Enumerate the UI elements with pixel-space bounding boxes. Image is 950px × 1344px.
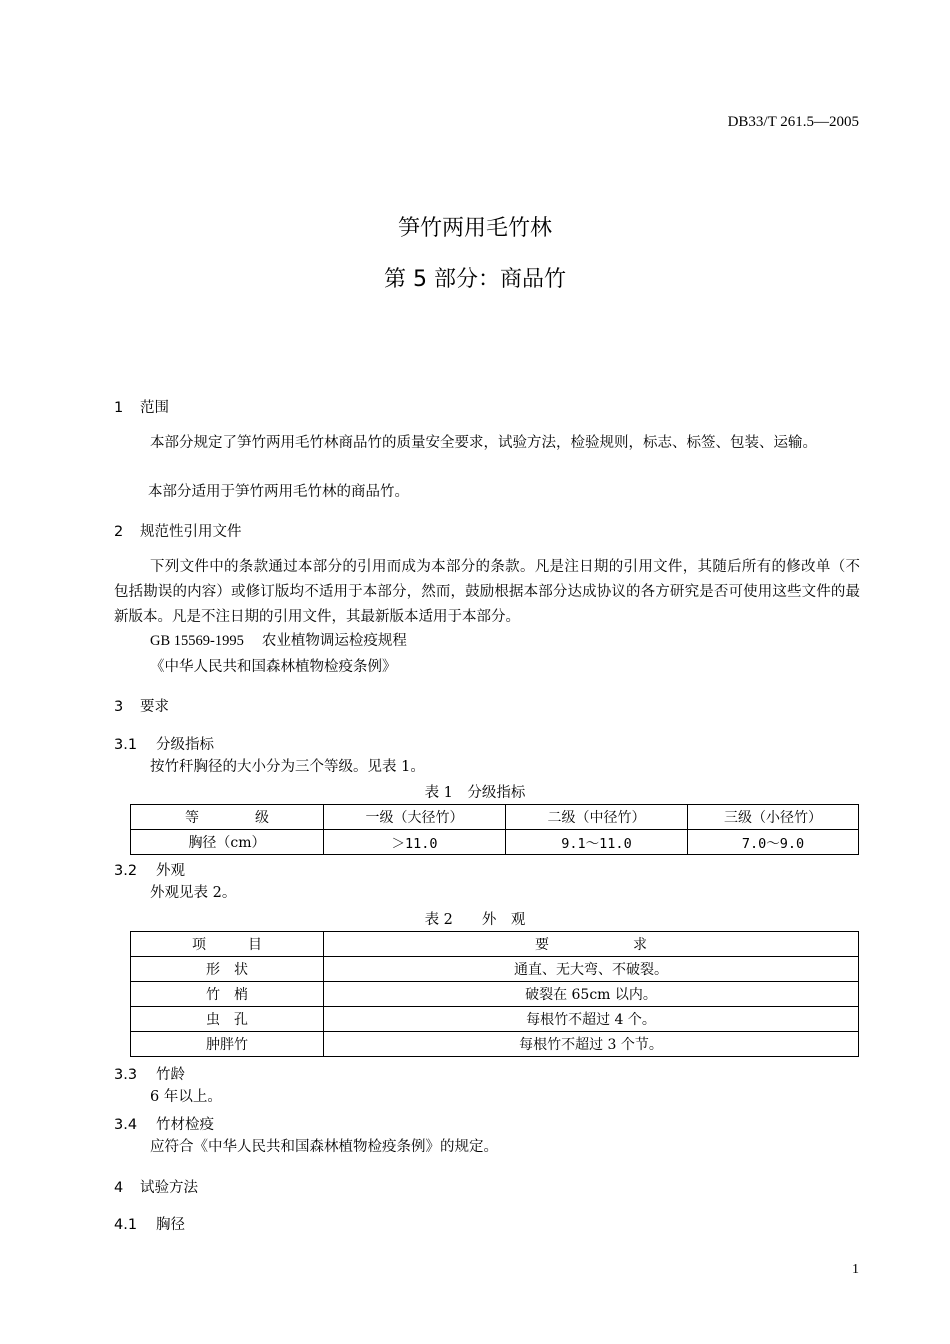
table-row: [131, 1032, 859, 1057]
section-1-heading: [114, 396, 169, 417]
subsection-number: 3.2: [114, 863, 138, 879]
subsection-3-3-text: 6 年以上。: [150, 1089, 222, 1105]
subsection-number: 3.4: [114, 1117, 138, 1133]
subsection-3-1-heading: [114, 733, 214, 754]
reference-1: [150, 630, 407, 652]
subsection-3-3-heading: [114, 1063, 185, 1084]
subsection-number: 3.1: [114, 737, 138, 753]
section-title: 要求: [140, 699, 169, 715]
table-2-appearance: [130, 931, 859, 1057]
subsection-3-1-text: 按竹秆胸径的大小分为三个等级。见表 1。: [150, 759, 425, 775]
subsection-title: 分级指标: [156, 737, 214, 753]
page-number: 1: [852, 1262, 859, 1277]
section-number: 1: [114, 400, 124, 416]
standard-number: DB33/T 261.5—2005: [727, 114, 859, 130]
table-cell: 7.0～9.0: [688, 830, 859, 855]
section-number: 2: [114, 524, 124, 540]
section-3-heading: [114, 695, 169, 716]
table-header-cell: 一级（大径竹）: [324, 805, 506, 830]
table-row: [131, 830, 859, 855]
reference-2: 《中华人民共和国森林植物检疫条例》: [150, 659, 397, 675]
table-header-cell: 要 求: [324, 932, 859, 957]
table-cell: 肿胖竹: [131, 1032, 324, 1057]
table-header-cell: 二级（中径竹）: [506, 805, 688, 830]
reference-title: 农业植物调运检疫规程: [261, 633, 407, 649]
table-row: [131, 982, 859, 1007]
table-2-caption: 表 2 外 观: [424, 912, 526, 928]
subsection-title: 竹材检疫: [156, 1117, 214, 1133]
document-subtitle: 第 5 部分：商品竹: [384, 267, 566, 292]
table-1-caption: 表 1 分级指标: [424, 785, 526, 801]
section-title: 规范性引用文件: [140, 524, 242, 540]
section-number: 4: [114, 1180, 124, 1196]
subsection-number: 3.3: [114, 1067, 138, 1083]
section-4-heading: [114, 1176, 198, 1197]
table-row: [131, 957, 859, 982]
table-header-cell: 三级（小径竹）: [688, 805, 859, 830]
subsection-title: 外观: [156, 863, 185, 879]
table-1-grading: [130, 804, 859, 855]
section-number: 3: [114, 699, 124, 715]
section-title: 范围: [140, 400, 169, 416]
section-2-paragraph-1: 下列文件中的条款通过本部分的引用而成为本部分的条款。凡是注日期的引用文件，其随后所有的修改单（不包括勘误的内容）或修订版均不适用于本部分，然而，鼓励根据本部分达成协议的各方研究是否可使用这些文件的最新版本。凡是不注日期的引用文件，其最新版本适用于本部分。: [114, 559, 860, 625]
section-1-paragraph-2: 本部分适用于笋竹两用毛竹林的商品竹。: [148, 484, 409, 500]
table-cell: 通直、无大弯、不破裂。: [324, 957, 859, 982]
table-cell: 破裂在 65cm 以内。: [324, 982, 859, 1007]
subsection-number: 4.1: [114, 1217, 138, 1233]
document-title: 笋竹两用毛竹林: [397, 216, 552, 241]
table-header-cell: 项 目: [131, 932, 324, 957]
table-cell: 9.1～11.0: [506, 830, 688, 855]
subsection-3-2-heading: [114, 859, 185, 880]
table-cell: 竹 梢: [131, 982, 324, 1007]
subsection-title: 胸径: [156, 1217, 185, 1233]
reference-code: GB 15569-1995: [150, 633, 244, 649]
table-cell: 胸径（cm）: [131, 830, 324, 855]
section-title: 试验方法: [140, 1180, 198, 1196]
table-header-row: [131, 805, 859, 830]
subsection-title: 竹龄: [156, 1067, 185, 1083]
subsection-3-2-text: 外观见表 2。: [150, 885, 237, 901]
table-header-row: [131, 932, 859, 957]
table-cell: ＞11.0: [324, 830, 506, 855]
table-cell: 形 状: [131, 957, 324, 982]
table-cell: 每根竹不超过 3 个节。: [324, 1032, 859, 1057]
subsection-4-1-heading: [114, 1213, 185, 1234]
table-row: [131, 1007, 859, 1032]
table-cell: 虫 孔: [131, 1007, 324, 1032]
subsection-3-4-text: 应符合《中华人民共和国森林植物检疫条例》的规定。: [150, 1139, 498, 1155]
table-cell: 每根竹不超过 4 个。: [324, 1007, 859, 1032]
section-1-paragraph-1: 本部分规定了笋竹两用毛竹林商品竹的质量安全要求，试验方法，检验规则，标志、标签、包装、运输。: [150, 435, 817, 451]
table-header-cell: 等 级: [131, 805, 324, 830]
section-2-heading: [114, 520, 242, 541]
subsection-3-4-heading: [114, 1113, 214, 1134]
